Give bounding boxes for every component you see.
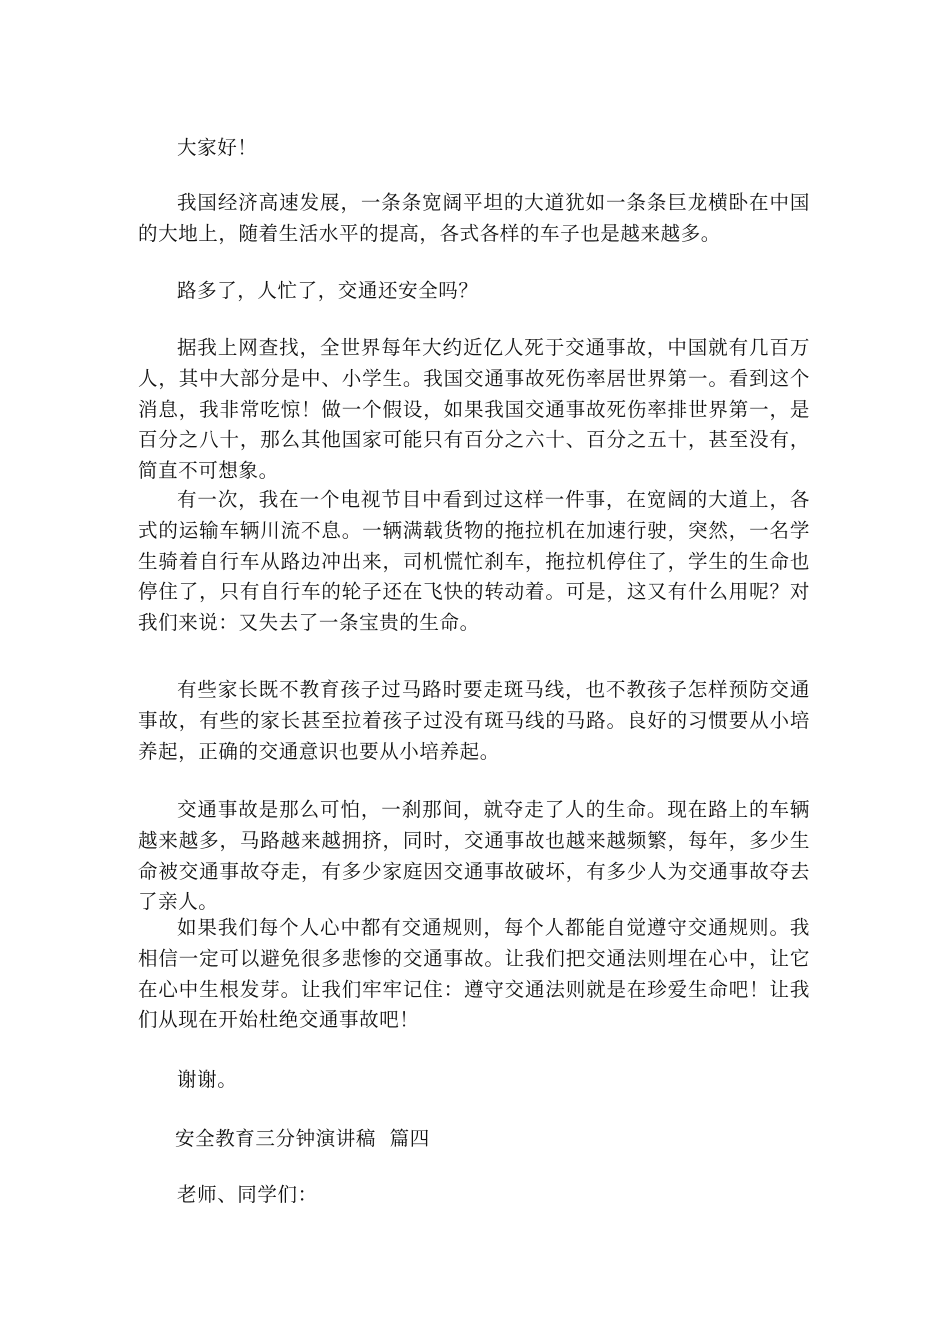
paragraph-story: 有一次，我在一个电视节目中看到过这样一件事，在宽阔的大道上，各式的运输车辆川流不息。一辆满载货物的拖拉机在加速行驶，突然，一名学生骑着自行车从路边冲出来，司机慌忙刹车，拖拉机停住了，学生的生命也停住了，只有自行车的轮子还在飞快的转动着。可是，这又有什么用呢？对我们来说：又失去了一条宝贵的生命。 — [138, 488, 810, 635]
paragraph-traffic-rules: 如果我们每个人心中都有交通规则，每个人都能自觉遵守交通规则。我相信一定可以避免很多悲惨的交通事故。让我们把交通法则埋在心中，让它在心中生根发芽。让我们牢牢记住：遵守交通法则就是在珍爱生命吧！让我们从现在开始杜绝交通事故吧！ — [138, 916, 810, 1032]
section-heading: 安全教育三分钟演讲稿 篇四 — [175, 1127, 430, 1150]
paragraph-statistics: 据我上网查找，全世界每年大约近亿人死于交通事故，中国就有几百万人，其中大部分是中、小学生。我国交通事故死伤率居世界第一。看到这个消息，我非常吃惊！做一个假设，如果我国交通事故死伤率排世界第一，是百分之八十，那么其他国家可能只有百分之六十、百分之五十，甚至没有，简直不可想象。 — [138, 336, 810, 483]
paragraph-thanks: 谢谢。 — [177, 1068, 238, 1091]
paragraph-parents: 有些家长既不教育孩子过马路时要走斑马线，也不教孩子怎样预防交通事故，有些的家长甚至拉着孩子过没有斑马线的马路。良好的习惯要从小培养起，正确的交通意识也要从小培养起。 — [138, 678, 810, 763]
paragraph-question: 路多了，人忙了，交通还安全吗？ — [177, 279, 479, 302]
paragraph-salutation: 老师、同学们： — [177, 1183, 318, 1206]
paragraph-development: 我国经济高速发展，一条条宽阔平坦的大道犹如一条条巨龙横卧在中国的大地上，随着生活水平的提高，各式各样的车子也是越来越多。 — [138, 191, 810, 245]
paragraph-greeting-opening: 大家好！ — [177, 136, 258, 159]
paragraph-accidents: 交通事故是那么可怕，一刹那间，就夺走了人的生命。现在路上的车辆越来越多，马路越来越拥挤，同时，交通事故也越来越频繁，每年，多少生命被交通事故夺走，有多少家庭因交通事故破坏，有多少人为交通事故夺去了亲人。 — [138, 798, 810, 914]
